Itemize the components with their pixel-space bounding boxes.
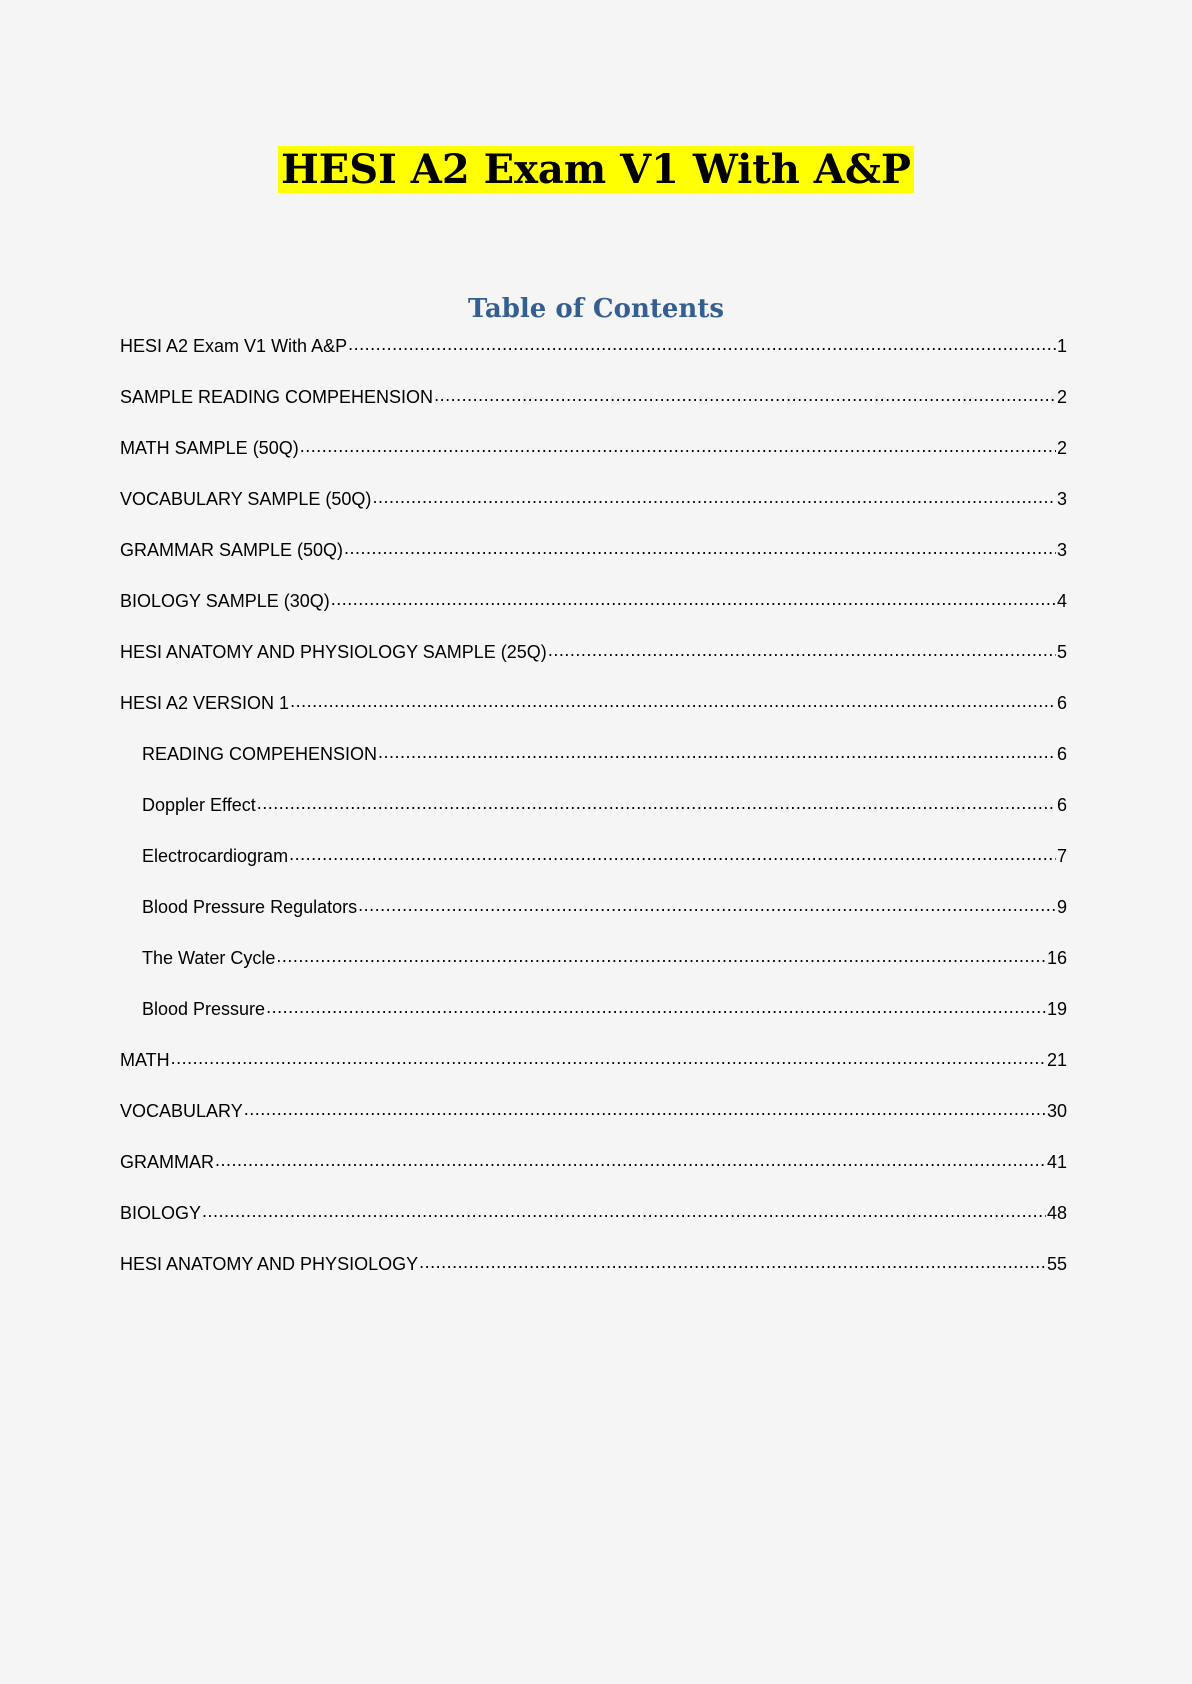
toc-entry-label: The Water Cycle	[142, 948, 276, 968]
toc-entry-page-number: 21	[1046, 1050, 1067, 1070]
toc-entry[interactable]	[120, 891, 1067, 942]
toc-entry[interactable]	[120, 1044, 1067, 1095]
toc-list	[120, 330, 1067, 1299]
toc-entry[interactable]	[120, 483, 1067, 534]
toc-dot-leader	[276, 946, 1046, 964]
toc-dot-leader	[548, 640, 1056, 658]
document-title	[0, 144, 1192, 196]
toc-entry-page-number: 3	[1056, 540, 1067, 560]
toc-entry-label: MATH	[120, 1050, 170, 1070]
toc-entry[interactable]	[120, 534, 1067, 585]
toc-dot-leader	[348, 334, 1056, 352]
toc-dot-leader	[300, 436, 1056, 454]
toc-entry[interactable]	[120, 330, 1067, 381]
toc-entry-page-number: 4	[1056, 591, 1067, 611]
toc-dot-leader	[434, 385, 1056, 403]
toc-entry-page-number: 5	[1056, 642, 1067, 662]
toc-entry-label: MATH SAMPLE (50Q)	[120, 438, 299, 458]
toc-dot-leader	[244, 1099, 1046, 1117]
toc-entry-page-number: 1	[1056, 336, 1067, 356]
toc-entry[interactable]	[120, 1146, 1067, 1197]
toc-dot-leader	[344, 538, 1056, 556]
toc-entry-page-number: 6	[1056, 693, 1067, 713]
toc-dot-leader	[290, 691, 1056, 709]
toc-entry[interactable]	[120, 432, 1067, 483]
toc-entry[interactable]	[120, 789, 1067, 840]
toc-entry[interactable]	[120, 738, 1067, 789]
toc-entry-label: BIOLOGY SAMPLE (30Q)	[120, 591, 330, 611]
toc-entry-label: VOCABULARY	[120, 1101, 243, 1121]
document-title-text: HESI A2 Exam V1 With A&P	[278, 146, 914, 193]
toc-dot-leader	[215, 1150, 1046, 1168]
toc-entry-label: READING COMPEHENSION	[142, 744, 378, 764]
toc-entry-label: GRAMMAR	[120, 1152, 214, 1172]
toc-entry-label: HESI A2 Exam V1 With A&P	[120, 336, 348, 356]
toc-entry-label: SAMPLE READING COMPEHENSION	[120, 387, 434, 407]
toc-entry-page-number: 41	[1046, 1152, 1067, 1172]
toc-entry-label: Blood Pressure	[142, 999, 266, 1019]
toc-entry-label: HESI ANATOMY AND PHYSIOLOGY SAMPLE (25Q)	[120, 642, 547, 662]
toc-entry[interactable]	[120, 1197, 1067, 1248]
toc-heading: Table of Contents	[468, 294, 724, 324]
toc-entry-label: HESI A2 VERSION 1	[120, 693, 290, 713]
toc-entry-label: Electrocardiogram	[142, 846, 289, 866]
toc-dot-leader	[378, 742, 1056, 760]
toc-entry-page-number: 30	[1046, 1101, 1067, 1121]
toc-entry[interactable]	[120, 585, 1067, 636]
toc-entry[interactable]	[120, 942, 1067, 993]
toc-entry-label: GRAMMAR SAMPLE (50Q)	[120, 540, 344, 560]
toc-entry-page-number: 3	[1056, 489, 1067, 509]
toc-entry-page-number: 19	[1046, 999, 1067, 1019]
toc-entry[interactable]	[120, 1095, 1067, 1146]
toc-dot-leader	[202, 1201, 1046, 1219]
toc-entry-label: Doppler Effect	[142, 795, 256, 815]
toc-entry-page-number: 48	[1046, 1203, 1067, 1223]
toc-entry[interactable]	[120, 993, 1067, 1044]
toc-entry-page-number: 2	[1056, 438, 1067, 458]
toc-entry-label: HESI ANATOMY AND PHYSIOLOGY	[120, 1254, 419, 1274]
toc-entry-label: VOCABULARY SAMPLE (50Q)	[120, 489, 372, 509]
toc-entry-page-number: 6	[1056, 744, 1067, 764]
toc-entry-page-number: 55	[1046, 1254, 1067, 1274]
toc-dot-leader	[331, 589, 1056, 607]
toc-dot-leader	[257, 793, 1056, 811]
toc-entry-label: Blood Pressure Regulators	[142, 897, 358, 917]
toc-entry-label: BIOLOGY	[120, 1203, 202, 1223]
toc-dot-leader	[372, 487, 1056, 505]
toc-dot-leader	[266, 997, 1046, 1015]
toc-entry-page-number: 16	[1046, 948, 1067, 968]
toc-entry[interactable]	[120, 381, 1067, 432]
toc-dot-leader	[289, 844, 1056, 862]
toc-entry-page-number: 9	[1056, 897, 1067, 917]
toc-dot-leader	[419, 1252, 1046, 1270]
toc-dot-leader	[171, 1048, 1046, 1066]
toc-entry-page-number: 7	[1056, 846, 1067, 866]
toc-entry-page-number: 6	[1056, 795, 1067, 815]
toc-entry[interactable]	[120, 636, 1067, 687]
toc-entry[interactable]	[120, 840, 1067, 891]
toc-entry[interactable]	[120, 687, 1067, 738]
toc-entry-page-number: 2	[1056, 387, 1067, 407]
toc-entry[interactable]	[120, 1248, 1067, 1299]
toc-dot-leader	[358, 895, 1056, 913]
